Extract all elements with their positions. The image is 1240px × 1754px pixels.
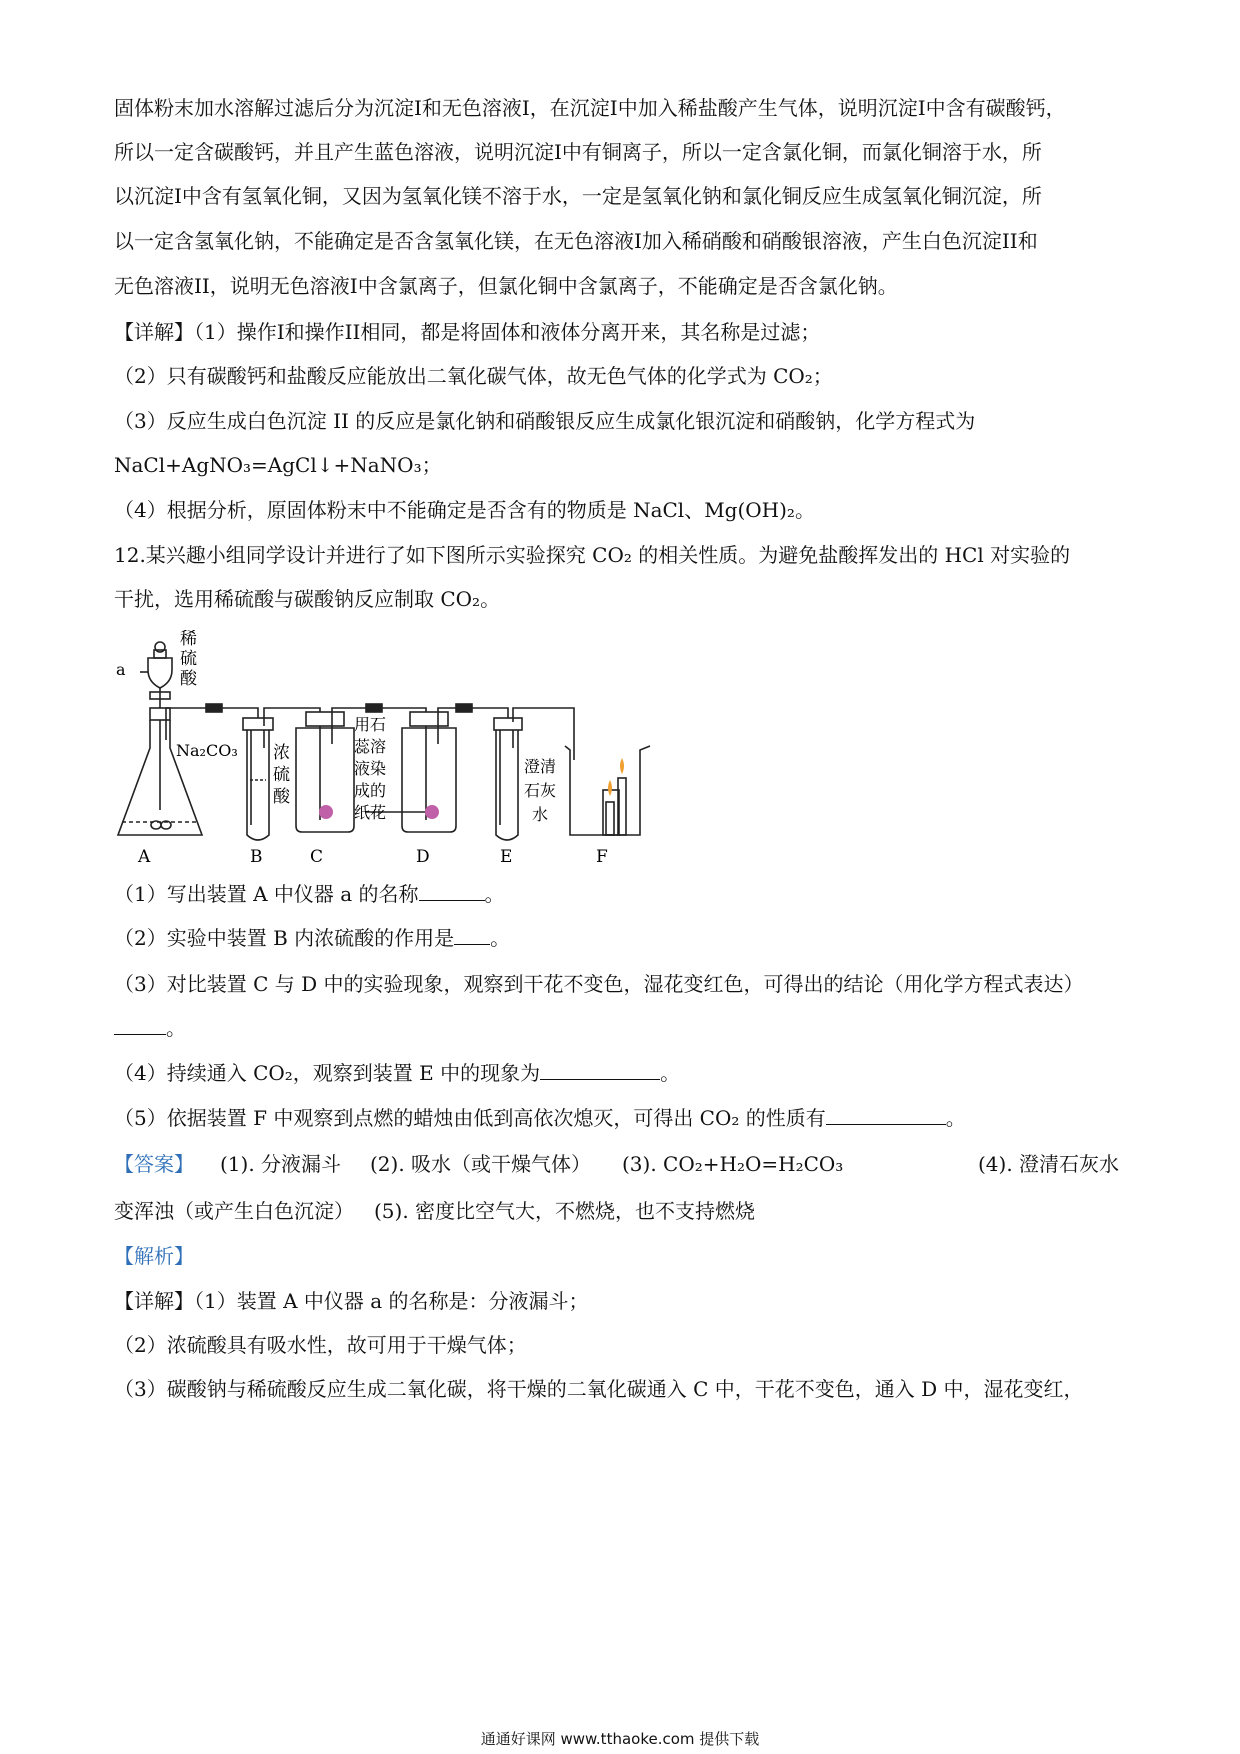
answer-4-cont: 变浑浊（或产生白色沉淀） bbox=[114, 1199, 354, 1223]
answer-3: (3). CO₂+H₂O=H₂CO₃ bbox=[622, 1152, 844, 1176]
b-reagent-2: 硫 bbox=[273, 765, 290, 785]
q12-stem-2: 干扰，选用稀硫酸与碳酸钠反应制取 CO₂。 bbox=[114, 587, 501, 611]
test-tube-e bbox=[494, 718, 522, 840]
flower-c bbox=[319, 805, 333, 819]
intro-line-3: 以沉淀I中含有氢氧化铜，又因为氢氧化镁不溶于水，一定是氢氧化钠和氯化铜反应生成氢氧化铜沉淀，所 bbox=[114, 184, 1042, 208]
answer-row-2 bbox=[114, 1197, 1126, 1227]
b-reagent-3: 酸 bbox=[273, 787, 290, 807]
e-reagent-2: 石灰 bbox=[524, 781, 557, 800]
footer-credit: 通通好课网 www.tthaoke.com 提供下载 bbox=[480, 1730, 760, 1748]
paper-flower-2: 蕊溶 bbox=[354, 737, 387, 756]
e-reagent-3: 水 bbox=[532, 805, 549, 824]
answer-blank bbox=[114, 1014, 166, 1035]
q12-sub-1: （1）写出装置 A 中仪器 a 的名称 。 bbox=[114, 882, 505, 906]
answer-2: (2). 吸水（或干燥气体） bbox=[370, 1152, 592, 1176]
paper-flower-3: 液染 bbox=[354, 759, 387, 778]
detail11-line-5: （4）根据分析，原固体粉末中不能确定是否含有的物质是 NaCl、Mg(OH)₂。 bbox=[114, 498, 815, 522]
answer-4: (4). 澄清石灰水 bbox=[978, 1152, 1120, 1176]
analysis-line-3: （3）碳酸钠与稀硫酸反应生成二氧化碳，将干燥的二氧化碳通入 C 中，干花不变色，通入 D 中，湿花变红， bbox=[114, 1377, 1084, 1401]
analysis-line-2: （2）浓硫酸具有吸水性，故可用于干燥气体； bbox=[114, 1333, 527, 1357]
funnel-reagent-1: 稀 bbox=[180, 630, 197, 649]
detail11-line-2: （2）只有碳酸钙和盐酸反应能放出二氧化碳气体，故无色气体的化学式为 CO₂； bbox=[114, 364, 833, 388]
detail-label: 【详解】 bbox=[114, 320, 194, 344]
intro-line-1: 固体粉末加水溶解过滤后分为沉淀I和无色溶液I，在沉淀I中加入稀盐酸产生气体，说明沉淀I中含有碳酸钙， bbox=[114, 96, 1066, 120]
q12-sub-4: （4）持续通入 CO₂，观察到装置 E 中的现象为 。 bbox=[114, 1061, 681, 1085]
answer-blank bbox=[454, 924, 490, 945]
label-d: D bbox=[416, 847, 430, 867]
funnel-reagent-3: 酸 bbox=[180, 669, 197, 689]
flask-reagent: Na₂CO₃ bbox=[176, 741, 238, 760]
candle-flame-icon bbox=[608, 780, 612, 796]
q12-sub-3: （3）对比装置 C 与 D 中的实验现象，观察到干花不变色，湿花变红色，可得出的结论（用化学方程式表达） bbox=[114, 972, 1084, 996]
test-tube-b bbox=[243, 718, 273, 840]
q12-sub-2: （2）实验中装置 B 内浓硫酸的作用是 。 bbox=[114, 926, 511, 950]
intro-line-4: 以一定含氢氧化钠，不能确定是否含氢氧化镁，在无色溶液I加入稀硝酸和硝酸银溶液，产生白色沉淀II和 bbox=[114, 229, 1038, 253]
funnel-label-a: a bbox=[116, 660, 126, 679]
intro-line-5: 无色溶液II，说明无色溶液I中含氯离子，但氯化铜中含氯离子，不能确定是否含氯化钠。 bbox=[114, 274, 898, 298]
answer-5: (5). 密度比空气大，不燃烧，也不支持燃烧 bbox=[374, 1199, 756, 1223]
detail11-equation: NaCl+AgNO₃=AgCl↓+NaNO₃； bbox=[114, 453, 442, 477]
paper-flower-5: 纸花 bbox=[354, 803, 387, 822]
answer-blank bbox=[540, 1059, 660, 1080]
beaker-f bbox=[565, 746, 650, 835]
q12-stem-1: 12.某兴趣小组同学设计并进行了如下图所示实验探究 CO₂ 的相关性质。为避免盐酸挥发出的 HCl 对实验的 bbox=[114, 543, 1071, 567]
funnel-reagent-2: 硫 bbox=[180, 649, 197, 669]
analysis-label: 【解析】 bbox=[114, 1244, 194, 1268]
label-a: A bbox=[138, 847, 151, 867]
intro-line-2: 所以一定含碳酸钙，并且产生蓝色溶液，说明沉淀I中有铜离子，所以一定含氯化铜，而氯化铜溶于水，所 bbox=[114, 140, 1042, 164]
label-f: F bbox=[596, 847, 608, 867]
q12-sub-3-blank-line: 。 bbox=[114, 1014, 1126, 1042]
flower-d bbox=[425, 805, 439, 819]
label-b: B bbox=[250, 847, 263, 867]
analysis-line-1: 【详解】（1）装置 A 中仪器 a 的名称是：分液漏斗； bbox=[114, 1289, 589, 1313]
detail11-line-1: 【详解】（1）操作I和操作II相同，都是将固体和液体分离开来，其名称是过滤； bbox=[114, 320, 821, 344]
answer-1: (1). 分液漏斗 bbox=[220, 1152, 342, 1176]
label-c: C bbox=[310, 847, 324, 867]
conical-flask bbox=[118, 708, 202, 835]
answer-blank bbox=[419, 880, 485, 901]
answer-label: 【答案】 bbox=[114, 1152, 194, 1176]
paper-flower-4: 成的 bbox=[354, 781, 387, 800]
q12-sub-5: （5）依据装置 F 中观察到点燃的蜡烛由低到高依次熄灭，可得出 CO₂ 的性质有 。 bbox=[114, 1106, 966, 1130]
paper-flower-1: 用石 bbox=[354, 715, 387, 734]
answer-blank bbox=[826, 1104, 946, 1125]
b-reagent-1: 浓 bbox=[273, 743, 290, 763]
detail11-line-3: （3）反应生成白色沉淀 II 的反应是氯化钠和硝酸银反应生成氯化银沉淀和硝酸钠，化学方程式为 bbox=[114, 409, 976, 433]
label-e: E bbox=[500, 847, 513, 867]
answer-row-1 bbox=[114, 1150, 1126, 1180]
e-reagent-1: 澄清 bbox=[524, 757, 557, 776]
candle-flame-icon bbox=[620, 758, 624, 774]
